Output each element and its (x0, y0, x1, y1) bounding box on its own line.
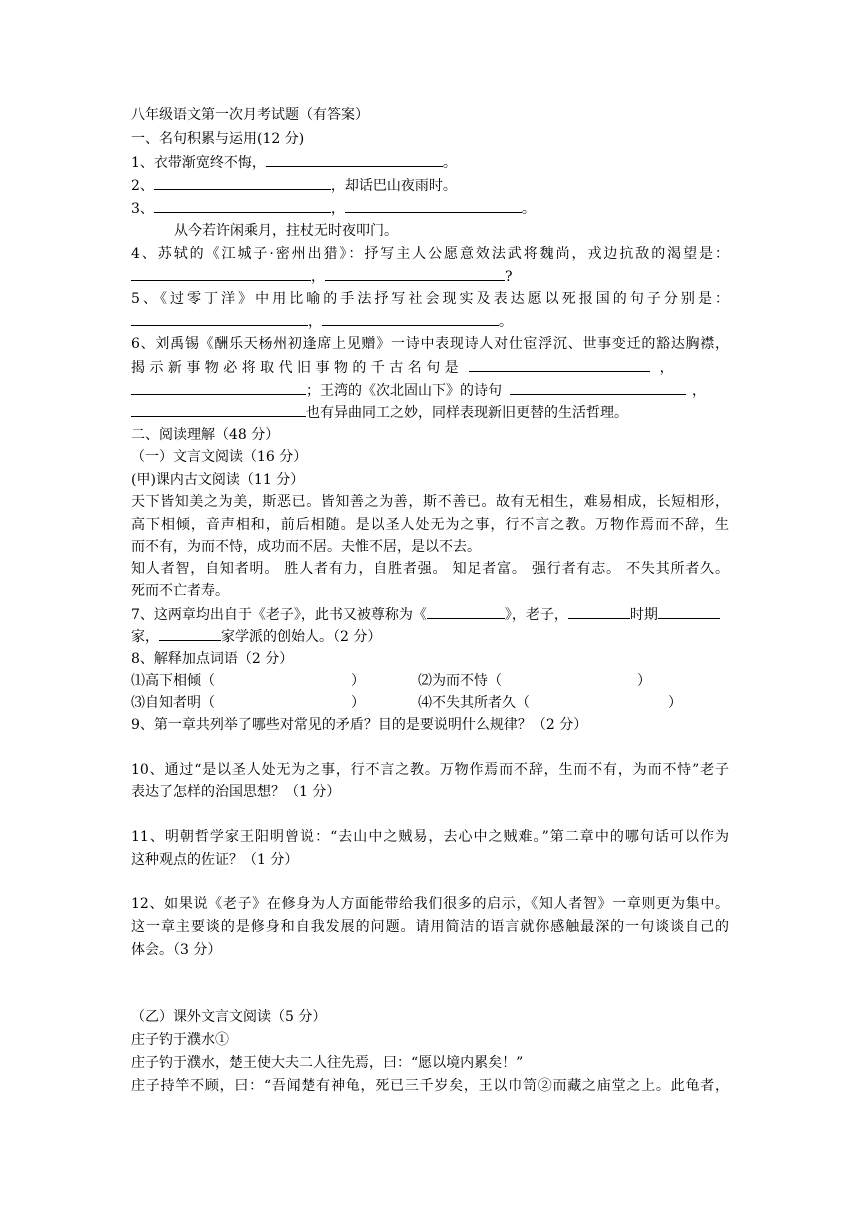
question-11: 11、明朝哲学家王阳明曾说：“去山中之贼易，去心中之贼难。”第二章中的哪句话可以作为 (131, 829, 729, 845)
answer-blank (266, 152, 443, 167)
subsection-extracurricular-reading: （乙）课外文言文阅读（5 分） (131, 1009, 327, 1025)
question-8-item-4: ⑷不失其所者久（ (418, 695, 530, 711)
answer-blank (159, 626, 221, 641)
question-6: 6、刘禹锡《酬乐天杨州初逢席上见赠》一诗中表现诗人对仕宦浮沉、世事变迁的豁达胸襟， (131, 336, 729, 352)
question-9: 9、第一章共列举了哪些对常见的矛盾？目的是要说明什么规律？（2 分） (131, 717, 588, 733)
passage-3-line-2: 庄子持竿不顾，曰：“吾闻楚有神龟，死已三千岁矣，王以巾笥②而藏之庙堂之上。此龟者， (131, 1078, 729, 1094)
passage-2-line-1: 知人者智，自知者明。 胜人者有力，自胜者强。 知足者富。 强行者有志。 不失其所者久。 (131, 561, 729, 577)
closing-paren: ） (351, 673, 365, 689)
answer-blank (345, 198, 522, 213)
question-6-line-3: ；王湾的《次北固山下》的诗句 ， (131, 380, 706, 401)
section-2-heading: 二、阅读理解（48 分） (131, 427, 280, 443)
subsection-in-class-reading: (甲)课内古文阅读（11 分） (131, 472, 305, 488)
answer-blank (131, 311, 308, 326)
passage-1-line-2: 高下相倾，音声相和，前后相随。是以圣人处无为之事，行不言之教。万物作焉而不辞，生 (131, 517, 729, 533)
question-5-blanks: ， 。 (131, 311, 513, 332)
closing-paren: ） (637, 673, 651, 689)
question-12-line-3: 体会。（3 分） (131, 942, 222, 958)
answer-blank (154, 175, 331, 190)
answer-blank (510, 380, 686, 395)
question-6-line-4: 也有异曲同工之妙，同样表现新旧更替的生活哲理。 (131, 402, 628, 423)
question-12-line-2: 这一章主要谈的是修身和自我发展的问题。请用简洁的语言就你感触最深的一句谈谈自己的 (131, 919, 729, 935)
question-2: 2、 ，却话巴山夜雨时。 (131, 175, 457, 196)
answer-blank (131, 380, 306, 395)
question-4: 4、苏轼的《江城子·密州出猎》：抒写主人公愿意效法武将魏尚，戎边抗敌的渴望是： (131, 246, 729, 262)
question-8-item-2: ⑵为而不恃（ (418, 673, 502, 689)
closing-paren: ） (668, 695, 682, 711)
question-3: 3、 ， 。 (131, 198, 536, 219)
question-12: 12、如果说《老子》在修身为人方面能带给我们很多的启示，《知人者智》一章则更为集中。 (131, 896, 729, 912)
subsection-classical-reading: （一）文言文阅读（16 分） (131, 449, 308, 465)
question-7: 7、这两章均出自于《老子》，此书又被尊称为《 》，老子， 时期 (131, 604, 720, 625)
question-3-line: 从今若许闲乘月，拄杖无时夜叩门。 (174, 223, 398, 239)
question-10-line-2: 表达了怎样的治国思想？（1 分） (131, 784, 341, 800)
passage-1-line-3: 而不有，为而不恃，成功而不居。夫惟不居，是以不去。 (131, 539, 481, 555)
question-7-line-2: 家， 家学派的创始人。（2 分） (131, 626, 381, 647)
answer-blank (131, 402, 306, 417)
section-1-heading: 一、名句积累与运用(12 分) (131, 131, 305, 147)
answer-blank (427, 604, 505, 619)
question-6-line-2: 揭 示 新 事 物 必 将 取 代 旧 事 物 的 千 古 名 句 是 ， (131, 357, 674, 378)
passage-2-line-2: 死而不亡者寿。 (131, 583, 229, 599)
answer-blank (322, 311, 499, 326)
passage-title: 庄子钓于濮水① (131, 1032, 229, 1048)
answer-blank (131, 266, 311, 281)
question-10: 10、通过“是以圣人处无为之事，行不言之教。万物作焉而不辞，生而不有，为而不恃”老子 (131, 762, 729, 778)
closing-paren: ） (351, 695, 365, 711)
answer-blank (568, 604, 630, 619)
answer-blank (325, 266, 505, 281)
answer-blank (154, 198, 331, 213)
question-5: 5、《过零丁洋》中用比喻的手法抒写社会现实及表达愿以死报国的句子分别是： (131, 291, 729, 307)
question-11-line-2: 这种观点的佐证？（1 分） (131, 852, 299, 868)
question-8-item-1: ⑴高下相倾（ (131, 673, 215, 689)
question-8-item-3: ⑶自知者明（ (131, 695, 215, 711)
answer-blank (658, 604, 720, 619)
question-4-blanks: ， ? (131, 266, 513, 287)
question-1: 1、衣带渐宽终不悔， 。 (131, 152, 457, 173)
passage-3-line-1: 庄子钓于濮水，楚王使大夫二人往先焉，曰：“愿以境内累矣！” (131, 1055, 524, 1071)
answer-blank (469, 357, 650, 372)
exam-title: 八年级语文第一次月考试题（有答案） (131, 107, 369, 123)
question-8: 8、解释加点词语（2 分） (131, 651, 294, 667)
passage-1-line-1: 天下皆知美之为美，斯恶已。皆知善之为善，斯不善已。故有无相生，难易相成，长短相形， (131, 494, 729, 510)
